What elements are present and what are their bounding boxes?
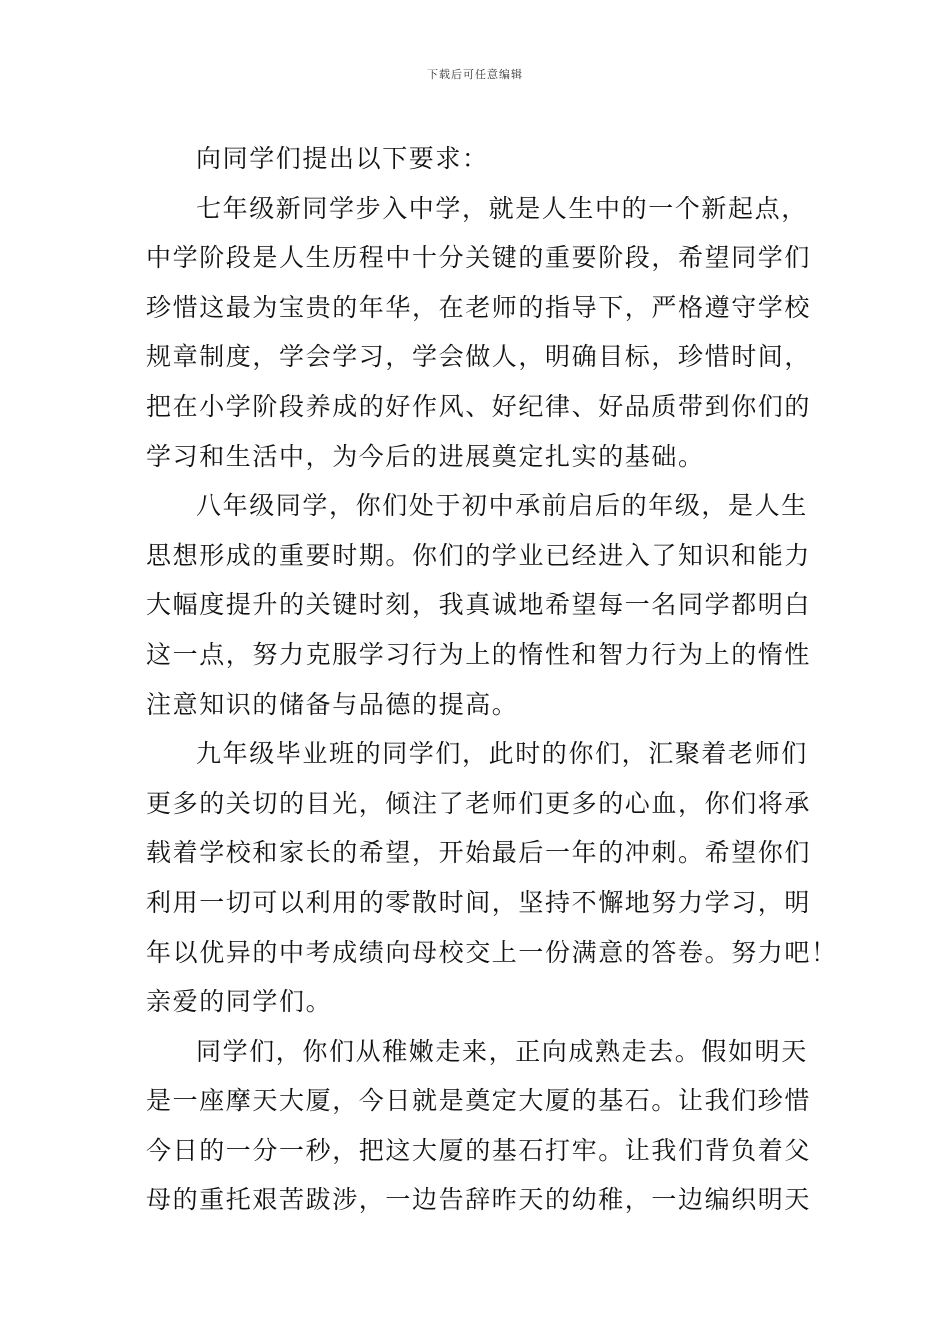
text-line: 今日的一分一秒，把这大厦的基石打牢。让我们背负着父	[146, 1135, 812, 1165]
text-line: 是一座摩天大厦，今日就是奠定大厦的基石。让我们珍惜	[146, 1086, 812, 1116]
text-line: 亲爱的同学们。	[146, 987, 333, 1017]
text-line: 七年级新同学步入中学，就是人生中的一个新起点，	[196, 193, 808, 223]
text-line: 更多的关切的目光，倾注了老师们更多的心血，你们将承	[146, 788, 812, 818]
text-line: 规章制度，学会学习，学会做人，明确目标，珍惜时间，	[146, 342, 812, 372]
text-line: 向同学们提出以下要求：	[196, 144, 489, 173]
text-line: 九年级毕业班的同学们，此时的你们，汇聚着老师们	[196, 739, 808, 769]
text-line: 母的重托艰苦跋涉，一边告辞昨天的幼稚，一边编织明天	[146, 1185, 812, 1215]
text-line: 中学阶段是人生历程中十分关键的重要阶段，希望同学们	[146, 243, 812, 273]
text-line: 大幅度提升的关键时刻，我真诚地希望每一名同学都明白	[146, 590, 812, 620]
text-line: 注意知识的储备与品德的提高。	[146, 689, 519, 719]
text-line: 学习和生活中，为今后的进展奠定扎实的基础。	[146, 441, 705, 471]
text-line: 载着学校和家长的希望，开始最后一年的冲刺。希望你们	[146, 838, 812, 868]
text-line: 思想形成的重要时期。你们的学业已经进入了知识和能力	[146, 540, 812, 570]
text-line: 同学们，你们从稚嫩走来，正向成熟走去。假如明天	[196, 1036, 808, 1066]
document-body	[146, 134, 838, 1225]
text-line: 利用一切可以利用的零散时间，坚持不懈地努力学习，明	[146, 887, 812, 917]
text-line: 年以优异的中考成绩向母校交上一份满意的答卷。努力吧！	[146, 937, 838, 967]
text-line: 珍惜这最为宝贵的年华，在老师的指导下，严格遵守学校	[146, 292, 812, 322]
page-header: 下载后可任意编辑	[427, 68, 523, 81]
text-line: 这一点，努力克服学习行为上的惰性和智力行为上的惰性	[146, 639, 812, 669]
text-line: 八年级同学，你们处于初中承前启后的年级，是人生	[196, 491, 808, 521]
text-line: 把在小学阶段养成的好作风、好纪律、好品质带到你们的	[146, 391, 812, 421]
